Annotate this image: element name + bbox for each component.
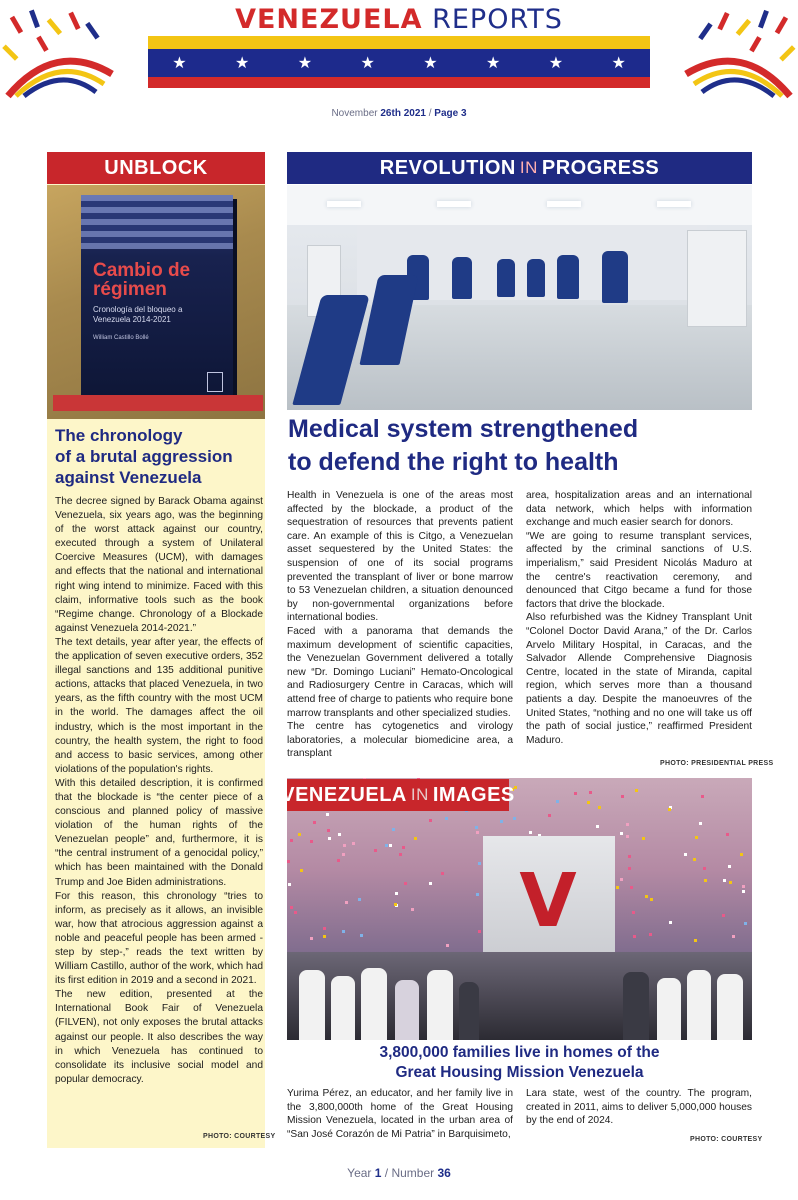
section-header-label: UNBLOCK	[104, 156, 208, 179]
brand-bold: VENEZUELA	[235, 4, 423, 35]
flag-star-icon: ★	[297, 55, 313, 72]
dateline-sep: /	[425, 108, 435, 119]
revolution-column-1	[287, 489, 513, 761]
footer-year-label: Year	[347, 1166, 375, 1180]
housing-photo-credit: PHOTO: COURTESY	[690, 1136, 763, 1143]
housing-paragraph: Lara state, west of the country. The program, created in 2011, aims to deliver 5,000,000 houses by the end of 2024.	[526, 1088, 752, 1127]
sidebar-title-line2: of a brutal aggression	[55, 447, 233, 466]
sidebar-paragraph: The decree signed by Barack Obama against Venezuela, six years ago, was the beginning of the worst attack against our country, executed through a system of Unilateral Coercive Measures (UCM), with damages and effects that the national and international right wing intend to minimize. Faced with this claim, informative tools such as the book “Regime change. Chronology of a Blockade against Venezuela 2014-2021.”	[55, 496, 263, 634]
revolution-photo-credit: PHOTO: PRESIDENTIAL PRESS	[660, 760, 774, 767]
sidebar-paragraph: The new edition, presented at the International Book Fair of Venezuela (FILVEN), not only exposes the brutal attacks against our people. It also describes the way in which Venezuela has continued to consolidate its inclusive social model and popular democracy.	[55, 989, 263, 1085]
sidebar-paragraph: With this detailed description, it is confirmed that the blockade is “the center piece of a conscious and planned policy of massive violation of the human rights of the Venezuelan people” and, furthermore, it is “the central instrument of a genocidal policy,” which has been maintained with the Donald Trump and Joe Biden administrations.	[55, 777, 263, 888]
section-header-unblock	[47, 152, 265, 184]
section-header-word: VENEZUELA	[281, 783, 407, 806]
sidebar-paragraph: The text details, year after year, the effects of the application of seven executive orders, 352 illegal sanctions and 135 additional punitive actions, attacks that placed Venezuela, in two years, as the fifth country with the most UCM in the world. The damages affect the oil industry, which is the most important in the country, the health system, the right to food and access to basic services, among other violations of the population's rights.	[55, 636, 263, 775]
dateline-date: 26th 2021	[380, 108, 426, 119]
section-header-images	[281, 779, 515, 811]
section-header-word: REVOLUTION	[379, 156, 516, 179]
sidebar-title-line3: against Venezuela	[55, 468, 202, 487]
footer	[0, 1166, 798, 1180]
headline-line1: Medical system strengthened	[288, 415, 639, 443]
flag-star-icon: ★	[423, 55, 438, 72]
revolution-paragraph: Also refurbished was the Kidney Transplant Unit “Colonel Doctor David Arana,” of the Dr. Carlos Arvelo Military Hospital, in Caracas, and the Salvador Allende Comprehensive Diagnosis Centre, located in the state of Miranda, capital region, which serves more than a thousand patients a day. Despite the manoeuvres of the United States, “nothing and no one will take us off the path of social justice,” reaffirmed President Maduro.	[526, 612, 752, 746]
flag-star-icon: ★	[611, 55, 626, 72]
section-header-revolution	[287, 152, 752, 184]
publisher-logo-icon	[207, 372, 223, 392]
brand-light: REPORTS	[422, 4, 563, 35]
decorative-confetti-right-icon	[663, 4, 798, 100]
dateline-page: Page 3	[434, 108, 467, 119]
book-title-line1: Cambio de	[93, 260, 191, 281]
main-headline	[288, 413, 758, 479]
caption-line1: 3,800,000 families live in homes of the	[379, 1044, 660, 1061]
flag-star-icon: ★	[234, 55, 250, 72]
flag-star-icon: ★	[485, 55, 501, 72]
dateline-month: November	[331, 108, 381, 119]
book-subtitle: Cronología del bloqueo a Venezuela 2014-2021	[93, 305, 183, 324]
revolution-paragraph: area, hospitalization areas and an international data network, which helps with information exchange and much easier search for donors.	[526, 490, 752, 529]
flag-stars	[148, 49, 650, 77]
revolution-paragraph: Faced with a panorama that demands the maximum development of scientific capacities, the Venezuelan Government delivered a totally new “Dr. Domingo Luciani” Hemato-Oncological and Radiosurgery Centre in Caracas, which will attend free of charge to patients who require bone marrow transplants and other specialized studies.	[287, 625, 513, 719]
dateline	[0, 108, 798, 119]
section-header-word: PROGRESS	[541, 156, 660, 179]
flag-band	[148, 36, 650, 88]
revolution-paragraph: The centre has cytogenetics and virology laboratories, a molecular biomedicine area, a transplant	[287, 721, 513, 760]
housing-caption-title	[287, 1043, 752, 1083]
sidebar-photo-credit: PHOTO: COURTESY	[203, 1133, 276, 1140]
footer-number: 36	[437, 1166, 451, 1180]
revolution-paragraph: “We are going to resume transplant services, affected by the criminal sanctions of U.S. imperialism,” said President Nicolás Maduro at the centre's reactivation ceremony, and denounced that Citgo became a fund for those factors that drive the blockade.	[526, 530, 752, 610]
section-header-word: IN	[519, 158, 538, 177]
section-header-word: IMAGES	[432, 783, 515, 806]
housing-column-1	[287, 1087, 513, 1141]
revolution-column-2	[526, 489, 752, 747]
revolution-paragraph: Health in Venezuela is one of the areas most affected by the blockade, a product of the sequestration of resources that prevents patient care. An example of this is Citgo, a Venezuelan asset sequestered by the United States: the suspension of one of its social programs prevented the transplant of liver or bone marrow to 53 Venezuelan children, a situation denounced by non-governmental organizations before international bodies.	[287, 490, 513, 624]
book-photo	[47, 185, 265, 419]
sidebar-title-line1: The chronology	[55, 426, 183, 445]
book-title-line2: régimen	[93, 279, 167, 300]
footer-sep: / Number	[381, 1166, 438, 1180]
sidebar-paragraph: For this reason, this chronology “tries to inform, as precisely as it allows, an invisible war, how that atrocious aggression against a noble and peaceful people has been armed -step by step-,” reads the text written by William Castillo, author of the work, which had its first edition in 2019 and a second in 2021.	[55, 890, 263, 987]
housing-column-2	[526, 1087, 752, 1128]
housing-paragraph: Yurima Pérez, an educator, and her family live in the 3,800,000th home of the Great Housing Mission Venezuela, located in the urban area of “San José Corazón de Mi Patria” in Barquisimeto,	[287, 1088, 513, 1140]
footer-year: 1	[374, 1166, 382, 1180]
headline-line2: to defend the right to health	[288, 448, 619, 476]
caption-line2: Great Housing Mission Venezuela	[395, 1064, 644, 1081]
housing-photo	[287, 778, 752, 1040]
sidebar-article-title	[55, 425, 260, 488]
section-header-word: IN	[410, 785, 429, 804]
masthead	[0, 0, 798, 100]
sidebar-article-body	[55, 495, 263, 1087]
flag-star-icon: ★	[360, 55, 375, 72]
book-author: William Castillo Bollé	[93, 335, 149, 341]
book-cover	[81, 195, 233, 400]
monument-letter: V	[519, 858, 577, 944]
flag-star-icon: ★	[548, 55, 564, 72]
hospital-photo	[287, 185, 752, 410]
flag-star-icon: ★	[172, 55, 187, 72]
